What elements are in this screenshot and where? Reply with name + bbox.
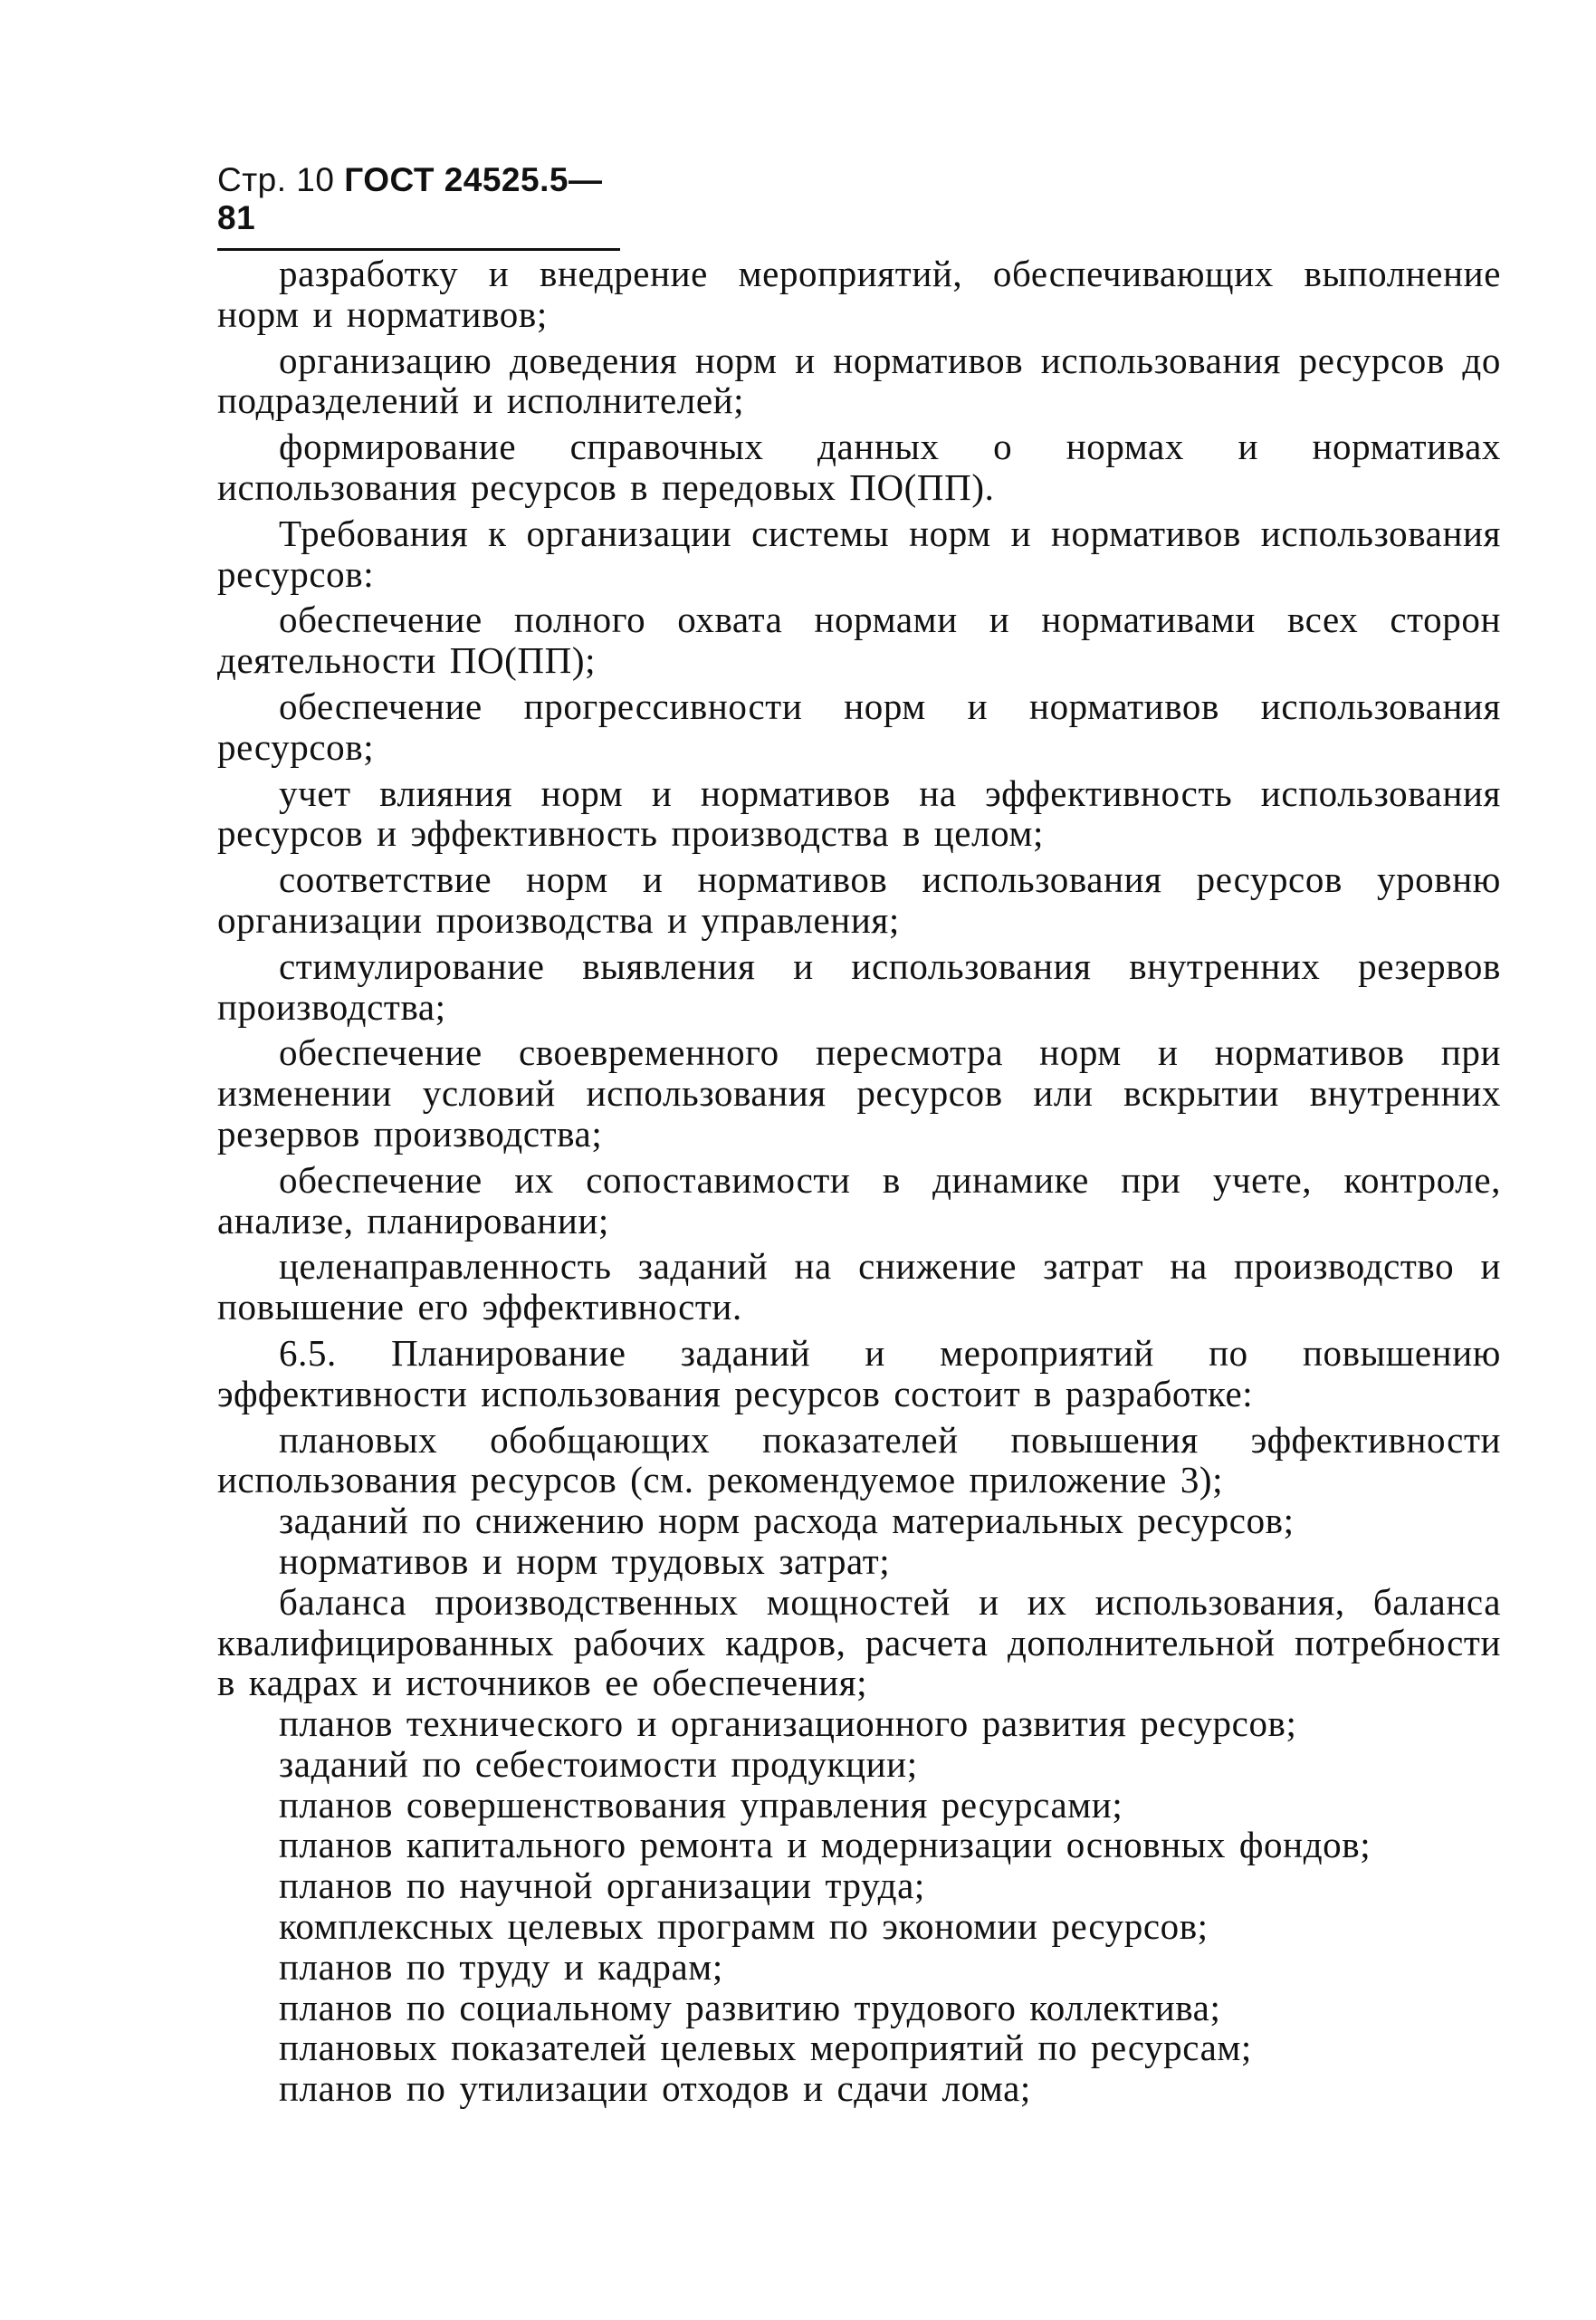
paragraph: обеспечение их сопоставимости в динамике при учете, контроле, анализе, планировании;	[217, 1158, 1501, 1241]
paragraph: планов по научной организации труда;	[279, 1865, 925, 1907]
paragraph: стимулирование выявления и использования внутренних резервов производства;	[217, 944, 1501, 1028]
section-6-5-heading: 6.5. Планирование заданий и мероприятий по повышению эффективности использования ресурсов состоит в разработке:	[217, 1331, 1501, 1414]
paragraph: баланса производственных мощностей и их использования, баланса квалифицированных рабочих кадров, расчета дополнительной потребности в кадрах и источников ее обеспечения;	[217, 1580, 1501, 1704]
paragraph: комплексных целевых программ по экономии ресурсов;	[279, 1905, 1209, 1948]
paragraph: обеспечение своевременного пересмотра норм и нормативов при изменении условий использования ресурсов или вскрытии внутренних резервов производства;	[217, 1031, 1501, 1155]
standard-designation: ГОСТ 24525.5—81	[217, 161, 603, 236]
paragraph: плановых обобщающих показателей повышения эффективности использования ресурсов (см. рекомендуемое приложение 3);	[217, 1418, 1501, 1501]
paragraph: обеспечение полного охвата нормами и нормативами всех сторон деятельности ПО(ПП);	[217, 599, 1501, 682]
paragraph: нормативов и норм трудовых затрат;	[279, 1539, 891, 1582]
page-header	[217, 161, 620, 251]
paragraph: разработку и внедрение мероприятий, обеспечивающих выполнение норм и нормативов;	[217, 253, 1501, 335]
paragraph: Требования к организации системы норм и нормативов использования ресурсов:	[217, 512, 1501, 595]
paragraph: планов совершенствования управления ресурсами;	[279, 1783, 1123, 1826]
document-body	[217, 254, 1501, 2109]
paragraph: планов по утилизации отходов и сдачи лома;	[279, 2067, 1031, 2110]
paragraph: заданий по снижению норм расхода материальных ресурсов;	[279, 1500, 1295, 1542]
page-number: Стр. 10	[217, 161, 335, 198]
paragraph: организацию доведения норм и нормативов использования ресурсов до подразделений и исполнителей;	[217, 339, 1501, 422]
paragraph: учет влияния норм и нормативов на эффективность использования ресурсов и эффективность производства в целом;	[217, 772, 1501, 855]
paragraph: целенаправленность заданий на снижение затрат на производство и повышение его эффективности.	[217, 1245, 1501, 1328]
paragraph: планов по труду и кадрам;	[279, 1945, 723, 1988]
paragraph: соответствие норм и нормативов использования ресурсов уровню организации производства и управления;	[217, 858, 1501, 941]
paragraph: планов технического и организационного развития ресурсов;	[279, 1702, 1297, 1745]
paragraph: планов капитального ремонта и модернизации основных фондов;	[279, 1824, 1371, 1866]
paragraph: заданий по себестоимости продукции;	[279, 1742, 918, 1785]
paragraph: плановых показателей целевых мероприятий по ресурсам;	[279, 2027, 1252, 2069]
paragraph: планов по социальному развитию трудового коллектива;	[279, 1986, 1221, 2028]
paragraph: обеспечение прогрессивности норм и нормативов использования ресурсов;	[217, 685, 1501, 768]
paragraph: формирование справочных данных о нормах и нормативах использования ресурсов в передовых ПО(ПП).	[217, 426, 1501, 508]
